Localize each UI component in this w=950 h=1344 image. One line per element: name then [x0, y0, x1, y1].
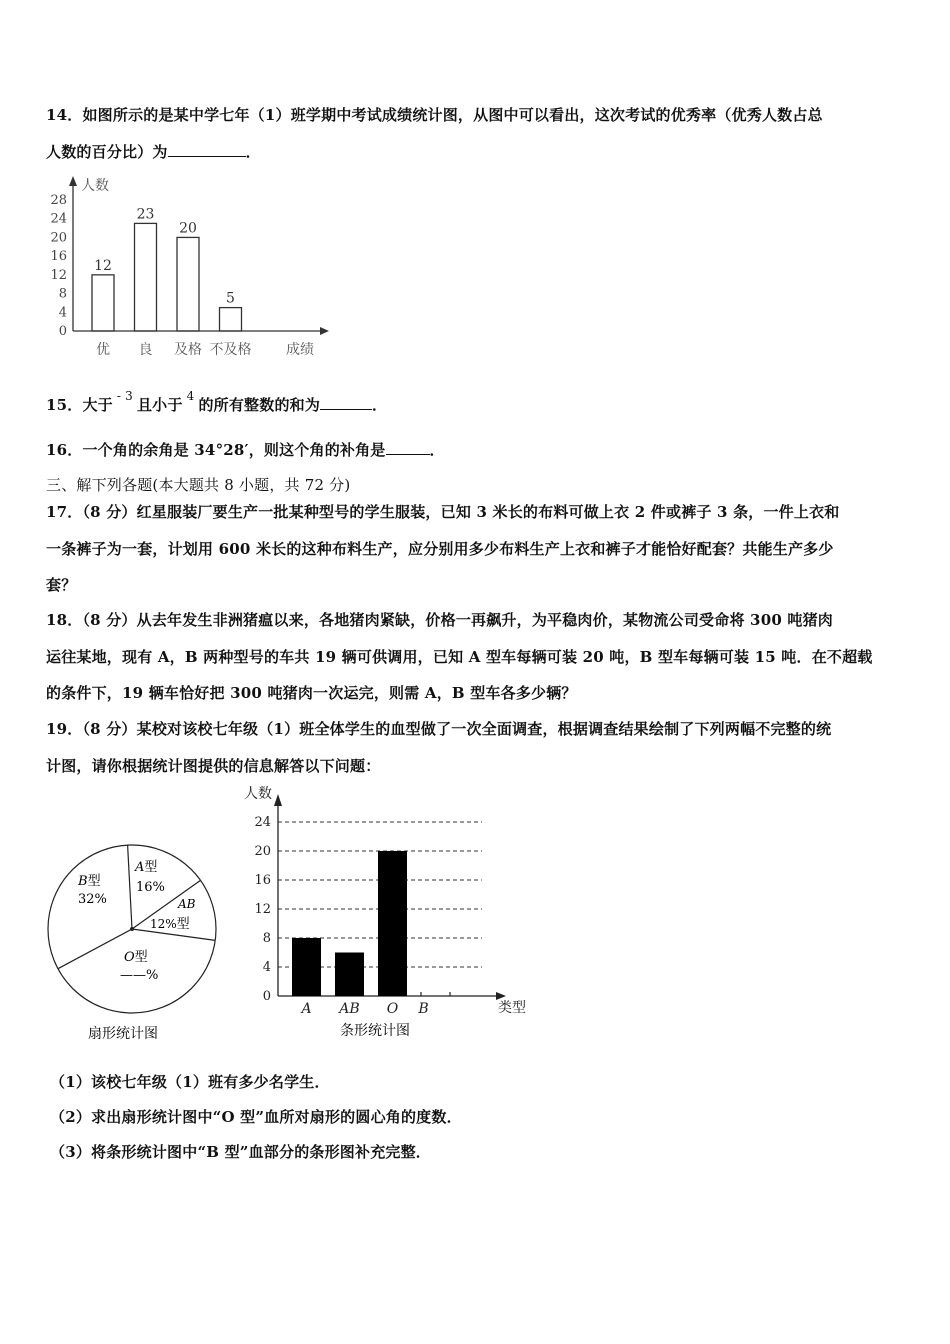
blood-y-arrow: [274, 794, 282, 806]
q16-end: ．: [429, 441, 445, 459]
blood-y-tick: 0: [262, 989, 271, 1004]
blood-category-label: A: [301, 1001, 312, 1017]
grade-bar: [220, 308, 242, 331]
section3-title: 三、解下列各题(本大题共 8 小题，共 72 分): [46, 476, 351, 494]
q16-text: 16．一个角的余角是 34°28′，则这个角的补角是: [46, 441, 386, 459]
q17-line2: 一条裤子为一套，计划用 600 米长的这种布料生产，应分别用多少布料生产上衣和裤子才能恰好配套？共能生产多少: [46, 540, 834, 558]
blood-y-tick: 16: [254, 873, 271, 888]
pie-center: [130, 927, 134, 931]
q18-line3: 的条件下，19 辆车恰好把 300 吨猪肉一次运完，则需 A，B 型车各多少辆？: [46, 684, 577, 702]
grade-chart-bars: [92, 206, 252, 358]
blood-type-bar-chart: [240, 780, 540, 1045]
q15-end: ．: [372, 396, 388, 414]
q14-line2-text: 人数的百分比）为: [46, 143, 168, 161]
blood-x-label: 类型: [498, 1000, 526, 1016]
pie-label-a-type: A型: [135, 860, 158, 875]
pie-caption: 扇形统计图: [88, 1026, 158, 1042]
q15-prefix: 15．大于: [46, 396, 113, 414]
grade-y-tick: 16: [50, 249, 67, 265]
q15-line: [46, 389, 388, 415]
pie-label-ab-value: 12%型: [150, 917, 190, 932]
grade-x-arrow: [320, 327, 329, 335]
blood-type-pie-chart: [40, 835, 230, 1045]
grade-category-label: 良: [138, 342, 153, 358]
q15-num1: - 3: [116, 389, 133, 403]
pie-label-b-type: B型: [78, 874, 101, 889]
pie-label-a-value: 16%: [136, 880, 165, 895]
blood-y-tick: 4: [262, 960, 271, 975]
blood-bar: [335, 953, 364, 997]
q19-line2: 计图，请你根据统计图提供的信息解答以下问题：: [46, 757, 381, 775]
grade-bar-chart: [40, 172, 340, 364]
grade-bar-value: 5: [226, 290, 235, 307]
blood-y-tick: 8: [262, 931, 271, 946]
grade-bar: [92, 275, 114, 331]
pie-slice-boundary: [58, 929, 132, 969]
q19-sub2: （2）求出扇形统计图中“O 型”血所对扇形的圆心角的度数．: [50, 1108, 462, 1126]
blood-y-tick: 24: [254, 815, 271, 830]
grade-bar: [135, 223, 157, 331]
grade-y-tick: 0: [58, 324, 67, 339]
grade-y-tick: 24: [50, 211, 67, 227]
blood-category-label: O: [386, 1001, 399, 1017]
grade-bar: [177, 237, 199, 331]
pie-label-b-value: 32%: [78, 892, 107, 907]
blood-y-tick: 20: [254, 844, 271, 859]
q17-line1: 17．（8 分）红星服装厂要生产一批某种型号的学生服装，已知 3 米长的布料可做上衣 2 件或裤子 3 条，一件上衣和: [46, 503, 840, 521]
grade-bar-value: 20: [179, 220, 197, 237]
blood-chart-bars: [292, 851, 429, 1017]
blood-x-arrow: [496, 992, 506, 1000]
grade-category-label: 优: [96, 342, 110, 358]
q16-answer-blank: [386, 440, 430, 455]
grade-y-tick: 28: [50, 193, 67, 208]
q15-num2: 4: [186, 389, 195, 403]
pie-label-ab-type: AB: [178, 897, 196, 911]
blood-category-label: B: [418, 1001, 429, 1017]
q16-line: [46, 439, 445, 460]
blood-y-label: 人数: [244, 786, 272, 802]
grade-bar-value: 23: [136, 206, 155, 223]
q15-middle: 且小于: [136, 396, 183, 414]
q18-line2: 运往某地，现有 A，B 两种型号的车共 19 辆可供调用，已知 A 型车每辆可装 20 吨，B 型车每辆可装 15 吨．在不超载: [46, 648, 873, 666]
blood-bar: [378, 851, 407, 996]
q14-line2: [46, 141, 261, 162]
pie-slice-boundary: [128, 845, 132, 929]
blood-bar: [292, 938, 321, 996]
blood-category-label: AB: [339, 1001, 360, 1017]
q19-sub1: （1）该校七年级（1）班有多少名学生．: [50, 1073, 330, 1091]
grade-x-label: 成绩: [286, 342, 314, 358]
q15-answer-blank: [320, 395, 372, 410]
q19-sub3: （3）将条形统计图中“B 型”血部分的条形图补充完整．: [50, 1143, 431, 1161]
grade-y-tick: 20: [50, 230, 67, 246]
q19-line1: 19．（8 分）某校对该校七年级（1）班全体学生的血型做了一次全面调查，根据调查结果绘制了下列两幅不完整的统: [46, 720, 832, 738]
q15-suffix: 的所有整数的和为: [198, 396, 321, 414]
q18-line1: 18．（8 分）从去年发生非洲猪瘟以来，各地猪肉紧缺，价格一再飙升，为平稳肉价，某物流公司受命将 300 吨猪肉: [46, 611, 833, 629]
q17-line3: 套？: [46, 576, 77, 594]
grade-y-tick: 12: [50, 267, 67, 283]
pie-label-o-value: ——%: [120, 968, 159, 983]
bar-caption: 条形统计图: [340, 1023, 410, 1039]
grade-category-label: 不及格: [209, 342, 252, 358]
q14-answer-blank: [168, 142, 246, 157]
grade-bar-value: 12: [94, 257, 112, 274]
q14-line1: 14．如图所示的是某中学七年（1）班学期中考试成绩统计图，从图中可以看出，这次考试的优秀率（优秀人数占总: [46, 106, 823, 124]
grade-y-tick: 4: [58, 305, 67, 321]
grade-y-tick: 8: [58, 286, 67, 302]
grade-category-label: 及格: [174, 342, 202, 358]
pie-label-o-type: O型: [124, 950, 148, 965]
q14-line2-end: ．: [245, 143, 261, 161]
grade-y-arrow: [69, 176, 77, 186]
grade-y-label: 人数: [81, 178, 109, 194]
blood-y-tick: 12: [254, 902, 271, 917]
